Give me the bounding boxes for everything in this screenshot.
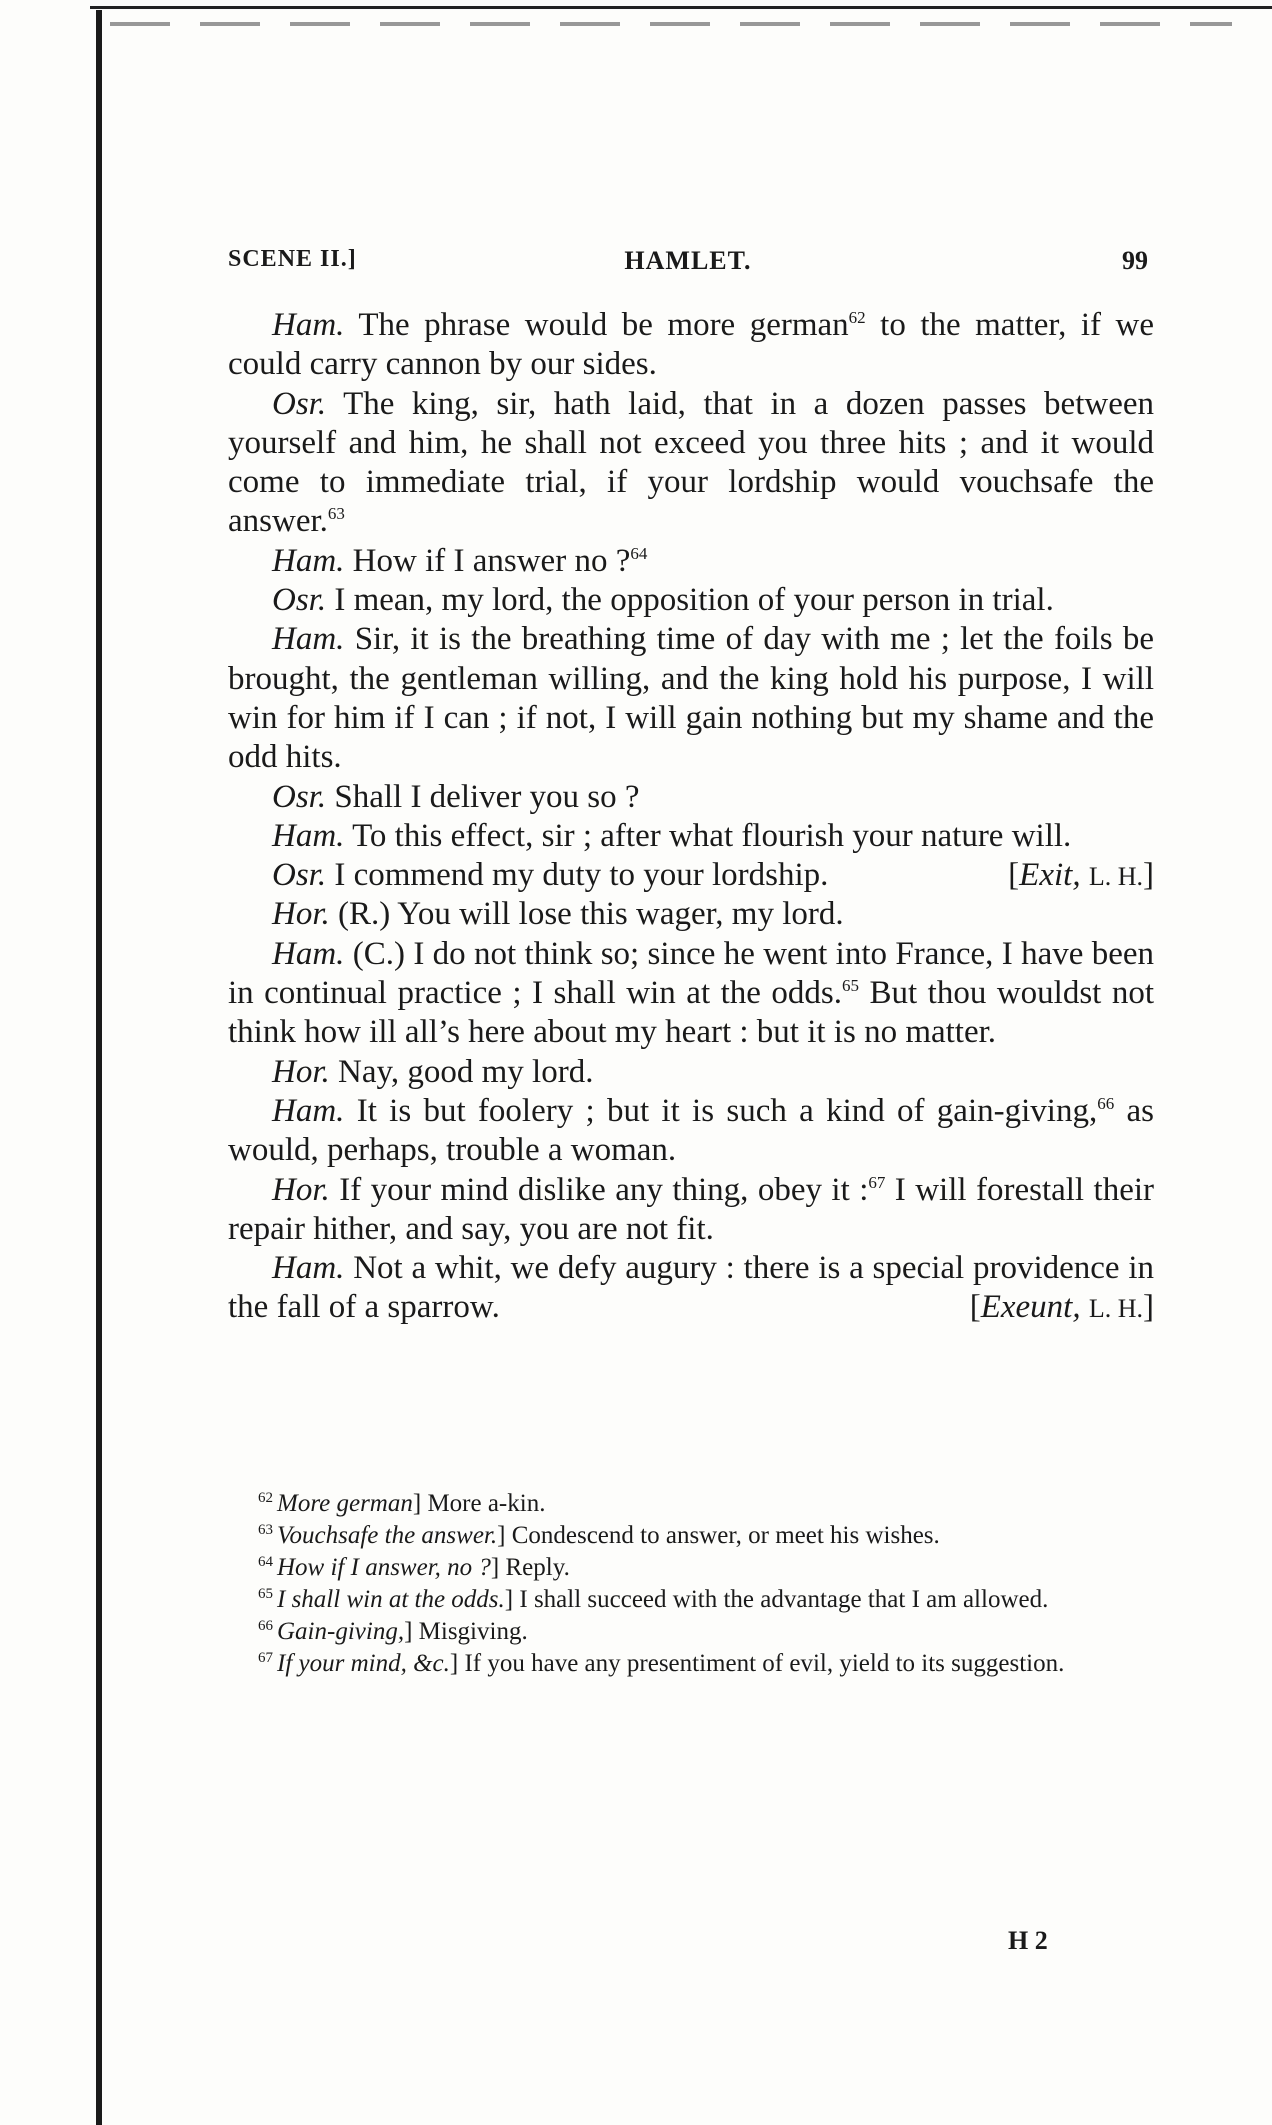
speech bbox=[228, 620, 1154, 777]
speech-text: I mean, my lord, the opposition of your person in trial. bbox=[334, 582, 1054, 619]
footnote-bracket: ] bbox=[497, 1522, 506, 1549]
speech bbox=[228, 778, 1154, 817]
footnote-gloss: More a-kin. bbox=[427, 1490, 546, 1517]
footnote bbox=[228, 1584, 1154, 1616]
speech-text: If your mind dislike any thing, obey it : bbox=[339, 1171, 869, 1208]
footnote-term: Vouchsafe the answer. bbox=[277, 1522, 498, 1549]
footnote-ref: 66 bbox=[1097, 1093, 1115, 1113]
footnote-gloss: Condescend to answer, or meet his wishes. bbox=[511, 1522, 940, 1549]
speaker-name: Ham. bbox=[272, 621, 345, 658]
footnote bbox=[228, 1520, 1154, 1552]
stage-verb: Exit, bbox=[1019, 857, 1081, 894]
footnote-number: 64 bbox=[258, 1553, 273, 1570]
footnote-number: 67 bbox=[258, 1649, 273, 1666]
speech-text: Not a whit, we defy augury : there is a special providence in the fall of a sparrow. bbox=[228, 1250, 1155, 1326]
scene-label: SCENE II.] bbox=[228, 246, 357, 272]
footnote-ref: 67 bbox=[868, 1172, 886, 1192]
top-rule bbox=[90, 6, 1272, 19]
speaker-name: Hor. bbox=[272, 1171, 330, 1208]
speaker-name: Ham. bbox=[272, 542, 345, 579]
footnote-bracket: ] bbox=[412, 1490, 422, 1517]
speech-text: Sir, it is the breathing time of day with me ; let the foils be brought, the gentleman willing, and the king hold his purpose, I will win for him if I can ; if not, I will gain nothing but my shame and the odd hits. bbox=[228, 621, 1155, 776]
speaker-name: Ham. bbox=[272, 817, 345, 854]
speech-text: Nay, good my lord. bbox=[338, 1053, 594, 1090]
footnote bbox=[228, 1616, 1154, 1648]
footnote-ref: 63 bbox=[327, 504, 345, 524]
speech-text: I commend my duty to your lordship. bbox=[334, 857, 829, 894]
speech bbox=[228, 935, 1154, 1053]
speech-text-cont: But thou wouldst not think how ill all’s here about my heart : but it is no matter. bbox=[228, 975, 1155, 1051]
speaker-name: Osr. bbox=[272, 778, 327, 815]
speaker-name: Osr. bbox=[272, 582, 327, 619]
footnote bbox=[228, 1552, 1154, 1584]
footnote-ref: 65 bbox=[842, 976, 860, 996]
speech bbox=[228, 1092, 1154, 1171]
speech-text: Shall I deliver you so ? bbox=[334, 778, 640, 815]
footnote-gloss: I shall succeed with the advantage that I am allowed. bbox=[519, 1586, 1049, 1613]
signature-mark: H 2 bbox=[1008, 1926, 1048, 1955]
top-dashed-rule bbox=[110, 22, 1232, 26]
footnotes bbox=[228, 1488, 1154, 1680]
speech bbox=[228, 856, 1154, 895]
footnote-bracket: ] bbox=[504, 1586, 514, 1613]
play-text bbox=[228, 306, 1154, 1329]
footnote-gloss: If you have any presentiment of evil, yield to its suggestion. bbox=[464, 1650, 1065, 1677]
bracket-close: ] bbox=[1143, 1289, 1154, 1326]
footnote bbox=[228, 1488, 1154, 1520]
footnote-ref: 62 bbox=[848, 308, 866, 327]
speech bbox=[228, 895, 1154, 934]
footnote-ref: 64 bbox=[630, 543, 648, 563]
speech-text-cont: as would, perhaps, trouble a woman. bbox=[228, 1092, 1154, 1169]
speaker-name: Osr. bbox=[272, 385, 327, 422]
footnote-gloss: Misgiving. bbox=[418, 1618, 528, 1645]
speech bbox=[228, 1249, 1154, 1328]
page-title: HAMLET. bbox=[624, 246, 752, 275]
footnote-number: 66 bbox=[258, 1617, 273, 1634]
speech-text: The king, sir, hath laid, that in a dozen passes between yourself and him, he shall not exceed you three hits ; and it would come to immediate trial, if your lordship would vouchsafe the answer. bbox=[228, 385, 1155, 540]
speech-text: How if I answer no ? bbox=[352, 542, 631, 579]
speaker-name: Hor. bbox=[272, 896, 330, 933]
speech bbox=[228, 542, 1154, 581]
footnote-number: 62 bbox=[258, 1489, 273, 1506]
speech-text: The phrase would be more german bbox=[358, 307, 849, 343]
speech-text: To this effect, sir ; after what flourish your nature will. bbox=[352, 817, 1072, 854]
footnote-number: 65 bbox=[258, 1585, 273, 1602]
footnote-term: I shall win at the odds. bbox=[277, 1586, 505, 1613]
footnote-bracket: ] bbox=[449, 1650, 459, 1677]
speaker-name: Ham. bbox=[272, 1250, 345, 1287]
footnote-term: More german bbox=[277, 1490, 413, 1517]
bracket-open: [ bbox=[1008, 857, 1020, 894]
footnote-term: How if I answer, no ? bbox=[277, 1554, 491, 1581]
speech bbox=[228, 817, 1154, 856]
speech-text-cont: I will forestall their repair hither, and say, you are not fit. bbox=[228, 1171, 1155, 1247]
stage-direction bbox=[964, 856, 1154, 896]
speech bbox=[228, 1053, 1154, 1092]
binding-edge bbox=[96, 10, 102, 2125]
stage-verb: Exeunt, bbox=[980, 1289, 1081, 1326]
footnote bbox=[228, 1648, 1154, 1680]
speech-text: (C.) I do not think so; since he went into France, I have been in continual practice ; I shall win at the odds. bbox=[228, 935, 1154, 1012]
footnote-number: 63 bbox=[258, 1521, 273, 1538]
speech bbox=[228, 306, 1154, 385]
footnote-term: Gain-giving, bbox=[277, 1618, 405, 1645]
footnote-term: If your mind, &c. bbox=[277, 1650, 450, 1677]
stage-place: L. H. bbox=[1088, 862, 1143, 892]
speaker-name: Ham. bbox=[272, 1092, 345, 1129]
speech bbox=[228, 1171, 1154, 1250]
footnote-bracket: ] bbox=[490, 1554, 500, 1581]
bracket-close: ] bbox=[1143, 857, 1154, 894]
speaker-name: Hor. bbox=[272, 1053, 330, 1090]
footnote-gloss: Reply. bbox=[505, 1554, 570, 1581]
stage-place: L. H. bbox=[1088, 1294, 1143, 1324]
page-number: 99 bbox=[1122, 246, 1148, 275]
speaker-name: Ham. bbox=[272, 307, 345, 343]
speaker-name: Ham. bbox=[272, 935, 345, 972]
speech-text: (R.) You will lose this wager, my lord. bbox=[338, 896, 844, 933]
stage-direction bbox=[926, 1288, 1154, 1328]
speech-text: It is but foolery ; but it is such a kind of gain-giving, bbox=[356, 1092, 1098, 1129]
speech bbox=[228, 581, 1154, 620]
speech bbox=[228, 385, 1154, 542]
bracket-open: [ bbox=[969, 1289, 981, 1326]
speech-text-cont: to the matter, if we could carry cannon by our sides. bbox=[228, 307, 1154, 383]
speaker-name: Osr. bbox=[272, 857, 327, 894]
footnote-bracket: ] bbox=[404, 1618, 413, 1645]
